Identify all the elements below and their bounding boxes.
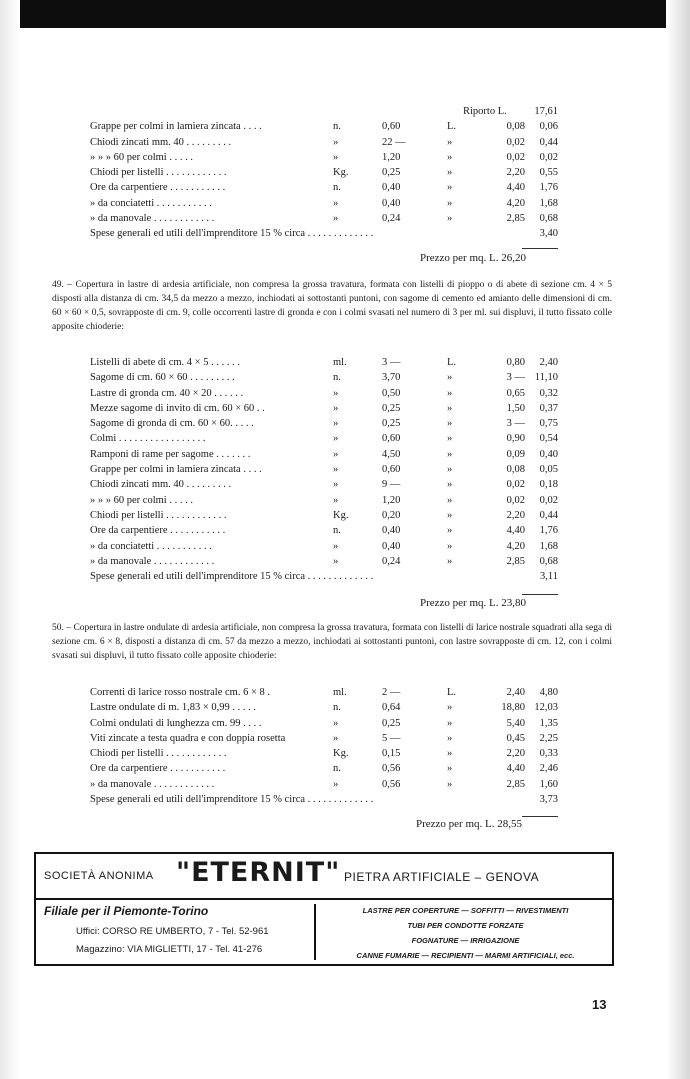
- item-unit: ml.: [333, 687, 347, 698]
- item-unit-price: 2,20: [506, 167, 525, 179]
- item-currency: »: [447, 525, 453, 537]
- spese-row: [90, 226, 558, 241]
- item-currency: »: [447, 748, 453, 760]
- item-currency: »: [447, 763, 453, 775]
- table-row: [90, 746, 558, 761]
- item-unit-price: 0,02: [506, 479, 525, 491]
- item-total: 1,76: [539, 525, 558, 537]
- item-unit: »: [333, 136, 339, 148]
- item-quantity: 4,50: [382, 448, 401, 460]
- item-unit: »: [333, 464, 339, 476]
- table-row: [90, 355, 558, 370]
- total-rule: [522, 594, 558, 595]
- item-description: Grappe per colmi in lamiera zincata . . . .: [90, 464, 262, 476]
- item-unit: »: [333, 402, 339, 414]
- item-unit-price: 4,40: [506, 525, 525, 537]
- item-description: Sagome di gronda di cm. 60 × 60. . . . .: [90, 418, 254, 430]
- table-row: [90, 180, 558, 195]
- item-total: 0,54: [539, 433, 558, 445]
- item-description: Colmi . . . . . . . . . . . . . . . . .: [90, 433, 206, 445]
- ad-brand: "ETERNIT": [176, 857, 341, 888]
- item-currency: »: [447, 479, 453, 491]
- item-currency: »: [447, 540, 453, 552]
- item-unit-price: 4,40: [506, 763, 525, 775]
- table-row: [90, 135, 558, 150]
- item-currency: »: [447, 778, 453, 790]
- item-unit-price: 0,80: [506, 357, 525, 368]
- ad-products: [319, 900, 612, 964]
- spese-row: [90, 792, 558, 807]
- item-total: 1,35: [539, 717, 558, 729]
- item-unit-price: 0,08: [506, 464, 525, 476]
- item-total: 1,60: [539, 778, 558, 790]
- item-unit: ml.: [333, 357, 347, 368]
- item-unit: n.: [333, 763, 341, 775]
- ad-company-suffix: PIETRA ARTIFICIALE – GENOVA: [344, 870, 540, 884]
- table-row: [90, 493, 558, 508]
- spese-row: [90, 569, 558, 584]
- table-row: [90, 150, 558, 165]
- item-unit: »: [333, 717, 339, 729]
- ad-company-prefix: SOCIETÀ ANONIMA: [44, 870, 154, 882]
- item-description: Colmi ondulati di lunghezza cm. 99 . . . .: [90, 717, 262, 729]
- item-quantity: 0,40: [382, 182, 401, 194]
- spese-total: 3,40: [539, 228, 558, 240]
- ad-header: [36, 854, 612, 900]
- item-unit: n.: [333, 372, 341, 384]
- item-description: Ore da carpentiere . . . . . . . . . . .: [90, 182, 226, 194]
- item-unit-price: 4,20: [506, 197, 525, 209]
- item-currency: »: [447, 213, 453, 225]
- item-total: 0,05: [539, 464, 558, 476]
- ad-products-line-2: TUBI PER CONDOTTE FORZATE: [407, 921, 524, 930]
- item-total: 0,02: [539, 151, 558, 163]
- item-description: Ramponi di rame per sagome . . . . . . .: [90, 448, 251, 460]
- table-row: [90, 554, 558, 569]
- item-quantity: 0,64: [382, 702, 401, 714]
- item-unit-price: 5,40: [506, 717, 525, 729]
- item-total: 0,06: [539, 121, 558, 133]
- item-unit: »: [333, 418, 339, 430]
- item-quantity: 0,20: [382, 509, 401, 521]
- item-description: » da manovale . . . . . . . . . . . .: [90, 778, 215, 790]
- item-unit-price: 0,02: [506, 136, 525, 148]
- riporto-value: 17,61: [534, 106, 558, 117]
- spese-label: Spese generali ed utili dell'imprenditore 15 % circa . . . . . . . . . . . . .: [90, 571, 374, 583]
- eternit-advertisement: [34, 852, 614, 966]
- item-quantity: 0,50: [382, 387, 401, 399]
- riporto-label: Riporto L.: [463, 106, 507, 117]
- item-description: Ore da carpentiere . . . . . . . . . . .: [90, 525, 226, 537]
- item-total: 0,44: [539, 136, 558, 148]
- spese-total: 3,11: [540, 571, 558, 583]
- item-unit: »: [333, 213, 339, 225]
- item-total: 0,18: [539, 479, 558, 491]
- ad-branch: Filiale per il Piemonte-Torino: [44, 904, 209, 918]
- item-total: 0,37: [539, 402, 558, 414]
- item-total: 2,25: [539, 732, 558, 744]
- item-unit: »: [333, 151, 339, 163]
- item-unit: »: [333, 448, 339, 460]
- item-unit: »: [333, 732, 339, 744]
- item-quantity: 5 —: [382, 732, 401, 744]
- item-quantity: 22 —: [382, 136, 406, 148]
- spese-label: Spese generali ed utili dell'imprenditore 15 % circa . . . . . . . . . . . . .: [90, 228, 374, 240]
- ad-products-line-4: CANNE FUMARIE — RECIPIENTI — MARMI ARTIFICIALI, ecc.: [356, 951, 575, 960]
- cost-table-1: [90, 104, 558, 242]
- riporto-row: [90, 104, 558, 119]
- total-rule: [522, 248, 558, 249]
- item-unit: n.: [333, 121, 341, 133]
- table-row: [90, 685, 558, 700]
- item-unit-price: 3 —: [506, 372, 525, 384]
- table-row: [90, 401, 558, 416]
- item-unit: »: [333, 197, 339, 209]
- item-total: 11,10: [534, 372, 558, 384]
- item-unit-price: 0,65: [506, 387, 525, 399]
- item-unit: »: [333, 433, 339, 445]
- item-description: » da conciatetti . . . . . . . . . . .: [90, 197, 212, 209]
- table-row: [90, 119, 558, 134]
- item-unit-price: 0,02: [506, 151, 525, 163]
- item-quantity: 0,24: [382, 213, 401, 225]
- item-quantity: 0,25: [382, 418, 401, 430]
- item-unit: »: [333, 387, 339, 399]
- ad-products-line-3: FOGNATURE — IRRIGAZIONE: [411, 936, 520, 945]
- item-unit-price: 4,20: [506, 540, 525, 552]
- item-description: Ore da carpentiere . . . . . . . . . . .: [90, 763, 226, 775]
- item-currency: »: [447, 197, 453, 209]
- item-quantity: 0,40: [382, 525, 401, 537]
- item-quantity: 3,70: [382, 372, 401, 384]
- item-unit: Kg.: [333, 167, 349, 179]
- table-row: [90, 477, 558, 492]
- item-total: 0,44: [539, 509, 558, 521]
- item-description: Chiodi zincati mm. 40 . . . . . . . . .: [90, 479, 232, 491]
- item-currency: »: [447, 702, 453, 714]
- item-quantity: 0,60: [382, 433, 401, 445]
- item-currency: »: [447, 509, 453, 521]
- item-currency: L.: [447, 687, 457, 698]
- ad-office: Uffici: CORSO RE UMBERTO, 7 - Tel. 52-961: [76, 926, 269, 937]
- item-currency: »: [447, 555, 453, 567]
- item-total: 0,55: [539, 167, 558, 179]
- spese-label: Spese generali ed utili dell'imprenditore 15 % circa . . . . . . . . . . . . .: [90, 794, 374, 806]
- item-quantity: 0,56: [382, 778, 401, 790]
- item-currency: L.: [447, 357, 457, 368]
- item-unit: Kg.: [333, 509, 349, 521]
- total-rule: [522, 816, 558, 817]
- ad-products-line-1: LASTRE PER COPERTURE — SOFFITTI — RIVESTIMENTI: [362, 906, 569, 915]
- table-row: [90, 196, 558, 211]
- page-number: 13: [592, 997, 607, 1012]
- item-currency: »: [447, 136, 453, 148]
- table-2-rows: [90, 355, 558, 569]
- table-row: [90, 462, 558, 477]
- item-unit: n.: [333, 525, 341, 537]
- item-quantity: 0,40: [382, 540, 401, 552]
- table-row: [90, 165, 558, 180]
- item-unit-price: 2,20: [506, 748, 525, 760]
- item-description: Grappe per colmi in lamiera zincata . . . .: [90, 121, 262, 133]
- item-unit-price: 0,09: [506, 448, 525, 460]
- item-description: » » » 60 per colmi . . . . .: [90, 151, 193, 163]
- item-total: 0,75: [539, 418, 558, 430]
- item-unit-price: 18,80: [501, 702, 525, 714]
- ad-warehouse: Magazzino: VIA MIGLIETTI, 17 - Tel. 41-276: [76, 944, 263, 955]
- item-currency: »: [447, 448, 453, 460]
- item-currency: »: [447, 167, 453, 179]
- item-quantity: 0,25: [382, 717, 401, 729]
- spese-total: 3,73: [539, 794, 558, 806]
- item-unit-price: 2,85: [506, 213, 525, 225]
- table-row: [90, 777, 558, 792]
- item-total: 2,46: [539, 763, 558, 775]
- paragraph-49: 49. – Copertura in lastre di ardesia artificiale, non compresa la grossa travatura, formata con listelli di pioppo o di abete di sezione cm. 4 × 5 disposti alla distanza di cm. 34,5 da mezzo a mezzo, inchiodati ai sottostanti puntoni, con sagome di cemento ed amianto delle dimensioni di cm. 60 × 60 × 0,5, sovrapposte di cm. 9, colle occorrenti lastre di gronda e con i colmi svasati nel numero di 3 per ml. sui displuvi, il tutto fissato colle apposite chioderie:: [52, 280, 612, 332]
- item-unit-price: 0,02: [506, 494, 525, 506]
- table-row: [90, 386, 558, 401]
- item-quantity: 1,20: [382, 151, 401, 163]
- item-currency: »: [447, 372, 453, 384]
- prezzo-2: Prezzo per mq. L. 23,80: [420, 597, 526, 609]
- table-3-rows: [90, 685, 558, 792]
- item-unit-price: 2,20: [506, 509, 525, 521]
- item-quantity: 0,25: [382, 167, 401, 179]
- item-quantity: 0,60: [382, 464, 401, 476]
- item-unit: »: [333, 778, 339, 790]
- table-row: [90, 416, 558, 431]
- item-unit-price: 0,08: [506, 121, 525, 133]
- item-unit-price: 3 —: [506, 418, 525, 430]
- item-unit: »: [333, 494, 339, 506]
- item-unit-price: 2,40: [506, 687, 525, 698]
- scan-left-shadow: [0, 0, 20, 1079]
- item-quantity: 1,20: [382, 494, 401, 506]
- item-currency: »: [447, 464, 453, 476]
- item-quantity: 0,60: [382, 121, 401, 133]
- item-description: Chiodi per listelli . . . . . . . . . . . .: [90, 748, 227, 760]
- item-quantity: 0,56: [382, 763, 401, 775]
- cost-table-2: [90, 355, 558, 584]
- item-currency: »: [447, 433, 453, 445]
- table-row: [90, 508, 558, 523]
- table-row: [90, 447, 558, 462]
- ad-divider: [314, 904, 316, 960]
- item-unit: n.: [333, 182, 341, 194]
- item-unit-price: 1,50: [506, 402, 525, 414]
- item-quantity: 3 —: [382, 357, 401, 368]
- item-quantity: 0,25: [382, 402, 401, 414]
- item-quantity: 0,15: [382, 748, 401, 760]
- item-total: 4,80: [539, 687, 558, 698]
- table-1-rows: [90, 119, 558, 226]
- item-currency: »: [447, 494, 453, 506]
- item-total: 1,76: [539, 182, 558, 194]
- item-quantity: 0,40: [382, 197, 401, 209]
- table-row: [90, 523, 558, 538]
- table-row: [90, 700, 558, 715]
- item-total: 0,68: [539, 555, 558, 567]
- item-total: 0,68: [539, 213, 558, 225]
- item-description: Lastre di gronda cm. 40 × 20 . . . . . .: [90, 387, 244, 399]
- table-row: [90, 539, 558, 554]
- item-unit-price: 2,85: [506, 778, 525, 790]
- item-currency: L.: [447, 121, 457, 133]
- item-currency: »: [447, 717, 453, 729]
- item-total: 0,02: [539, 494, 558, 506]
- item-description: Chiodi per listelli . . . . . . . . . . . .: [90, 167, 227, 179]
- table-row: [90, 731, 558, 746]
- item-description: Chiodi zincati mm. 40 . . . . . . . . .: [90, 136, 232, 148]
- item-quantity: 0,24: [382, 555, 401, 567]
- item-total: 1,68: [539, 197, 558, 209]
- item-currency: »: [447, 732, 453, 744]
- item-total: 0,33: [539, 748, 558, 760]
- item-description: » » » 60 per colmi . . . . .: [90, 494, 193, 506]
- item-quantity: 2 —: [382, 687, 401, 698]
- item-description: Correnti di larice rosso nostrale cm. 6 × 8 .: [90, 687, 271, 698]
- item-unit-price: 4,40: [506, 182, 525, 194]
- item-currency: »: [447, 151, 453, 163]
- item-description: Chiodi per listelli . . . . . . . . . . . .: [90, 509, 227, 521]
- item-currency: »: [447, 182, 453, 194]
- cost-table-3: [90, 685, 558, 807]
- table-row: [90, 370, 558, 385]
- scan-top-border: [0, 0, 690, 28]
- item-total: 1,68: [539, 540, 558, 552]
- ad-contact: [36, 900, 314, 964]
- item-total: 0,40: [539, 448, 558, 460]
- item-unit: »: [333, 540, 339, 552]
- item-currency: »: [447, 402, 453, 414]
- item-unit: Kg.: [333, 748, 349, 760]
- item-unit: »: [333, 555, 339, 567]
- item-description: Lastre ondulate di m. 1,83 × 0,99 . . . . .: [90, 702, 257, 714]
- item-total: 2,40: [539, 357, 558, 368]
- prezzo-3: Prezzo per mq. L. 28,55: [416, 818, 522, 830]
- table-row: [90, 716, 558, 731]
- paragraph-50: 50. – Copertura in lastre ondulate di ardesia artificiale, non compresa la grossa travatura, formata con listelli di larice nostrale squadrati alla sega di sezione cm. 6 × 8, disposti a distanza di cm. 57 da mezzo a mezzo, inchiodati ai sottostanti puntoni, con lastre sovrapposte di cm. 12, con i colmi svasati sui displuvi, il tutto fissato colle apposite chioderie:: [52, 623, 612, 661]
- item-unit-price: 2,85: [506, 555, 525, 567]
- item-total: 12,03: [534, 702, 558, 714]
- item-description: Mezze sagome di invito di cm. 60 × 60 . .: [90, 402, 265, 414]
- item-unit: n.: [333, 702, 341, 714]
- item-currency: »: [447, 418, 453, 430]
- item-unit-price: 0,45: [506, 732, 525, 744]
- item-description: Listelli di abete di cm. 4 × 5 . . . . . .: [90, 357, 240, 368]
- item-total: 0,32: [539, 387, 558, 399]
- item-unit: »: [333, 479, 339, 491]
- item-currency: »: [447, 387, 453, 399]
- item-description: » da manovale . . . . . . . . . . . .: [90, 213, 215, 225]
- scan-right-shadow: [666, 0, 690, 1079]
- item-description: Viti zincate a testa quadra e con doppia rosetta: [90, 732, 286, 744]
- table-row: [90, 431, 558, 446]
- item-quantity: 9 —: [382, 479, 401, 491]
- prezzo-1: Prezzo per mq. L. 26,20: [420, 252, 526, 264]
- item-unit-price: 0,90: [506, 433, 525, 445]
- item-description: Sagome di cm. 60 × 60 . . . . . . . . .: [90, 372, 235, 384]
- table-row: [90, 761, 558, 776]
- table-row: [90, 211, 558, 226]
- item-description: » da conciatetti . . . . . . . . . . .: [90, 540, 212, 552]
- item-description: » da manovale . . . . . . . . . . . .: [90, 555, 215, 567]
